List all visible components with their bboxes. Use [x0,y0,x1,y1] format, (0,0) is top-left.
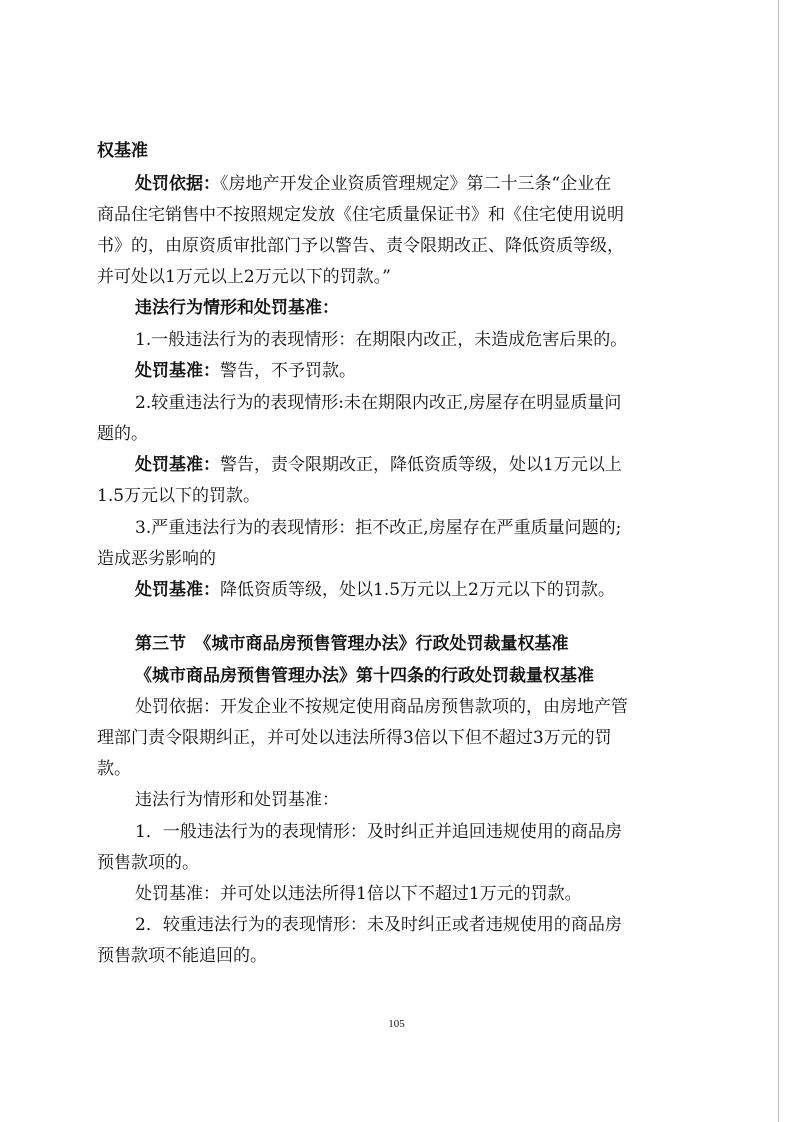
text-penalty: 降低资质等级，处以1.5万元以上2万元以下的罚款。 [220,580,615,600]
page-number: 105 [388,1018,405,1030]
penalty-serious [135,453,622,477]
text-line: 商品住宅销售中不按照规定发放《住宅质量保证书》和《住宅使用说明 [97,205,624,225]
penalty-severe [135,578,615,602]
text-line: 预售款项不能追回的。 [97,946,267,966]
penalty-general-2: 处罚基准：并可处以违法所得1倍以下不超过1万元的罚款。 [135,884,582,904]
paragraph-basis-2: 处罚依据：开发企业不按规定使用商品房预售款项的，由房地产管 [135,697,628,717]
text-penalty: 警告，不予罚款。 [220,361,356,381]
item-serious: 2.较重违法行为的表现情形:未在期限内改正,房屋存在明显质量问 [135,393,622,413]
penalty-general [135,359,356,383]
label-penalty: 处罚基准： [135,361,220,381]
text-line: 预售款项的。 [97,853,199,873]
label-basis: 处罚依据： [135,174,220,194]
subheading-situations-2: 违法行为情形和处罚基准： [135,790,339,810]
text-line: 款。 [97,759,131,779]
item-severe: 3.严重违法行为的表现情形：拒不改正,房屋存在严重质量问题的; [135,518,622,538]
text-basis: 《房地产开发企业资质管理规定》第二十三条“企业在 [220,174,612,194]
text-line: 1.5万元以下的罚款。 [97,486,261,506]
subheading-situations: 违法行为情形和处罚基准： [135,298,339,318]
section-subtitle: 《城市商品房预售管理办法》第十四条的行政处罚裁量权基准 [135,666,594,686]
item-serious-2: 2．较重违法行为的表现情形：未及时纠正或者违规使用的商品房 [135,915,622,935]
label-penalty: 处罚基准： [135,455,220,475]
scan-edge-line [778,0,779,1122]
text-line: 书》的，由原资质审批部门予以警告、责令限期改正、降低资质等级， [97,236,624,256]
text-line: 并可处以1万元以上2万元以下的罚款。” [97,267,391,287]
text-penalty: 警告，责令限期改正，降低资质等级，处以1万元以上 [220,455,622,475]
paragraph-basis [135,172,611,196]
text-line: 题的。 [97,424,148,444]
section-title: 第三节 《城市商品房预售管理办法》行政处罚裁量权基准 [135,634,569,654]
item-general-2: 1．一般违法行为的表现情形：及时纠正并追回违规使用的商品房 [135,822,622,842]
section-heading-continued: 权基准 [97,141,148,161]
label-penalty: 处罚基准： [135,580,220,600]
text-line: 理部门责令限期纠正，并可处以违法所得3倍以下但不超过3万元的罚 [97,728,612,748]
item-general: 1.一般违法行为的表现情形：在期限内改正，未造成危害后果的。 [135,330,628,350]
text-line: 造成恶劣影响的 [97,549,216,569]
